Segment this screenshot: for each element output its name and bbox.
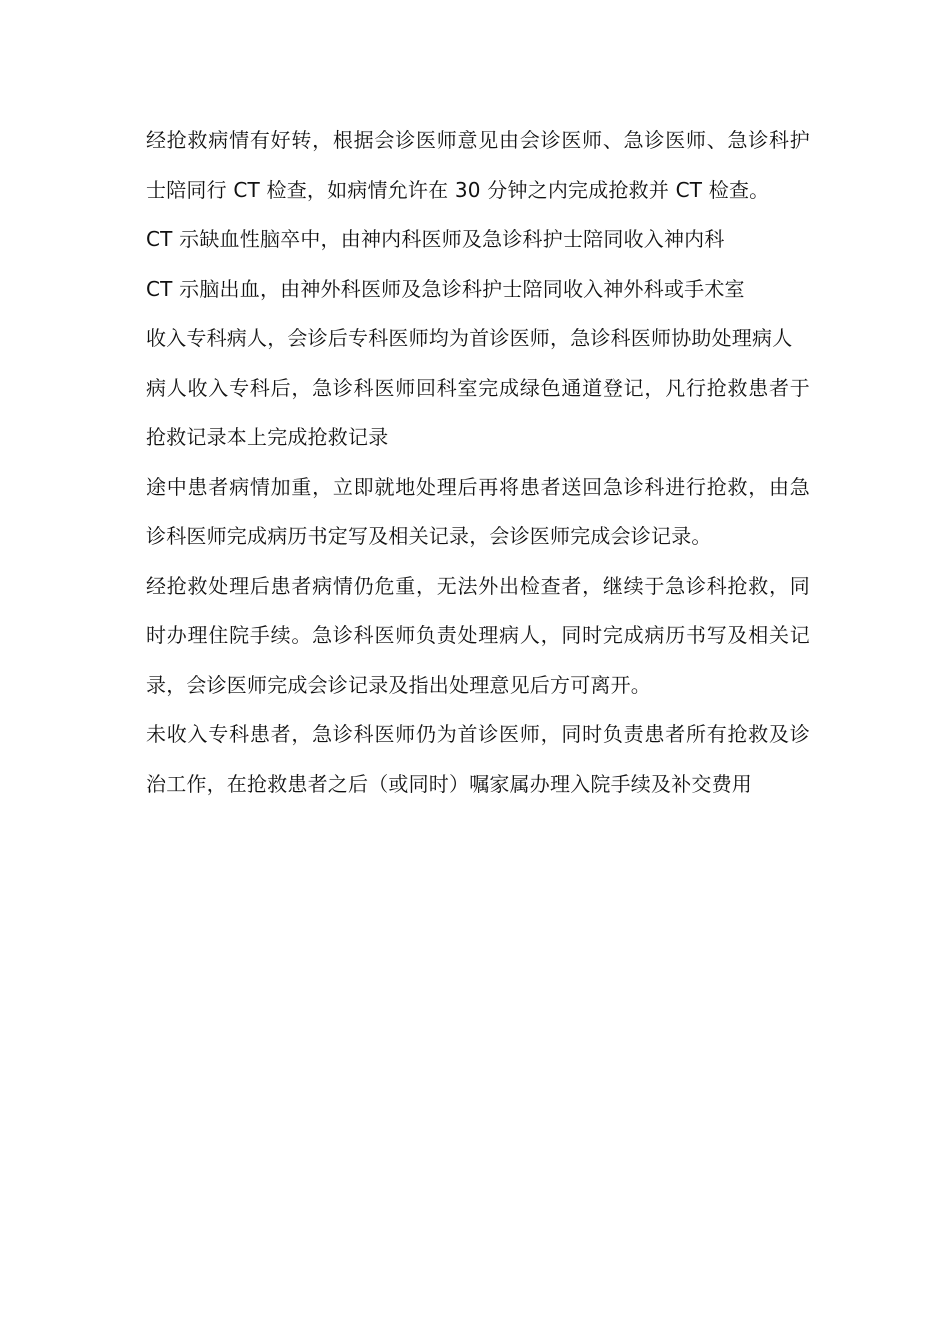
paragraph-1: 经抢救病情有好转，根据会诊医师意见由会诊医师、急诊医师、急诊科护士陪同行 CT 检查，如病情允许在 30 分钟之内完成抢救并 CT 检查。 (146, 128, 810, 202)
paragraph-5: 病人收入专科后，急诊科医师回科室完成绿色通道登记，凡行抢救患者于抢救记录本上完成抢救记录 (146, 375, 810, 449)
paragraph-8: 未收入专科患者，急诊科医师仍为首诊医师，同时负责患者所有抢救及诊治工作，在抢救患者之后（或同时）嘱家属办理入院手续及补交费用 (146, 722, 810, 796)
paragraph-6: 途中患者病情加重，立即就地处理后再将患者送回急诊科进行抢救，由急诊科医师完成病历书定写及相关记录，会诊医师完成会诊记录。 (146, 474, 810, 548)
paragraph-2: CT 示缺血性脑卒中，由神内科医师及急诊科护士陪同收入神内科 (146, 227, 725, 251)
paragraph-3: CT 示脑出血，由神外科医师及急诊科护士陪同收入神外科或手术室 (146, 276, 745, 301)
paragraph-7: 经抢救处理后患者病情仍危重，无法外出检查者，继续于急诊科抢救，同时办理住院手续。急诊科医师负责处理病人，同时完成病历书写及相关记录，会诊医师完成会诊记录及指出处理意见后方可离开。 (146, 573, 810, 697)
document-body (146, 116, 810, 809)
paragraph-4: 收入专科病人，会诊后专科医师均为首诊医师，急诊科医师协助处理病人 (146, 326, 793, 350)
